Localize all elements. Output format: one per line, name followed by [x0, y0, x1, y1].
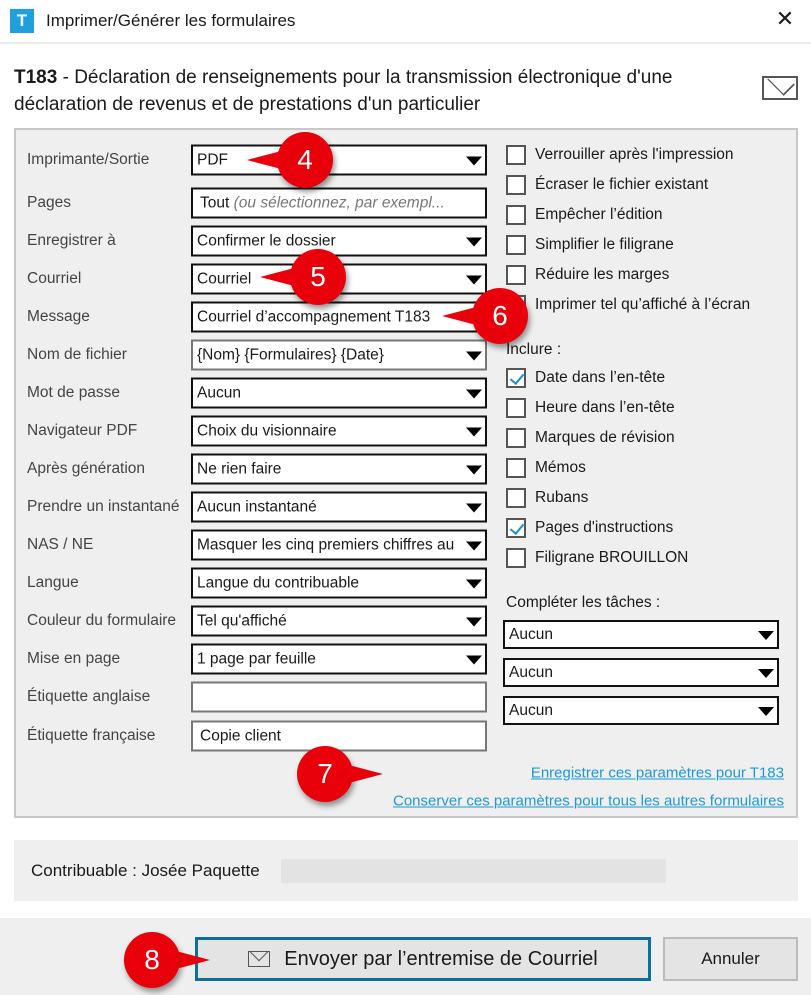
checkbox-label: Mémos	[535, 459, 586, 476]
callout-6: 6	[472, 288, 528, 344]
chevron-down-icon[interactable]	[466, 352, 482, 361]
field-label: Courriel	[27, 270, 82, 287]
task-select[interactable]	[503, 696, 779, 725]
field-input[interactable]	[191, 682, 487, 713]
chevron-down-icon[interactable]	[466, 504, 482, 513]
chevron-down-icon[interactable]	[758, 631, 774, 640]
taxpayer-info-bar	[281, 859, 666, 883]
chevron-down-icon[interactable]	[466, 656, 482, 665]
close-button[interactable]: ✕	[775, 6, 795, 31]
field-placeholder: (ou sélectionnez, par exempl...	[229, 194, 445, 212]
task-value: Aucun	[509, 702, 553, 719]
chevron-down-icon[interactable]	[758, 669, 774, 678]
checkbox-label: Écraser le fichier existant	[535, 176, 709, 193]
checkbox[interactable]	[506, 265, 526, 285]
cancel-button[interactable]: Annuler	[663, 937, 798, 981]
field-label: Après génération	[27, 460, 146, 477]
field-select[interactable]	[191, 530, 487, 561]
field-select[interactable]	[191, 454, 487, 485]
field-value: Copie client	[200, 727, 281, 745]
task-select[interactable]	[503, 620, 779, 649]
title-bar	[0, 0, 811, 44]
field-value: Confirmer le dossier	[197, 232, 336, 250]
field-value: Courriel d’accompagnement T183	[197, 308, 431, 326]
chevron-down-icon[interactable]	[466, 157, 482, 166]
field-label: Mise en page	[27, 650, 121, 667]
app-icon: T	[10, 9, 34, 33]
chevron-down-icon[interactable]	[466, 428, 482, 437]
envelope-icon	[248, 951, 270, 967]
field-label: Enregistrer à	[27, 232, 116, 249]
field-label: Étiquette française	[27, 727, 156, 744]
field-label: Couleur du formulaire	[27, 612, 177, 629]
chevron-down-icon[interactable]	[758, 707, 774, 716]
page-title	[14, 64, 754, 118]
chevron-down-icon[interactable]	[466, 238, 482, 247]
checkbox-label: Simplifier le filigrane	[535, 236, 674, 253]
checkbox-label: Date dans l’en-tête	[535, 369, 666, 386]
checkbox-label: Verrouiller après l'impression	[535, 146, 734, 163]
field-label: Étiquette anglaise	[27, 688, 151, 705]
window-title: Imprimer/Générer les formulaires	[46, 11, 296, 30]
chevron-down-icon[interactable]	[466, 276, 482, 285]
field-value: Aucun instantané	[197, 498, 317, 516]
checkbox[interactable]	[506, 548, 526, 568]
field-select[interactable]	[191, 568, 487, 599]
field-label: Langue	[27, 574, 79, 591]
field-label: Pages	[27, 194, 71, 211]
chevron-down-icon[interactable]	[466, 542, 482, 551]
field-label: Imprimante/Sortie	[27, 151, 150, 168]
checkbox[interactable]	[506, 145, 526, 165]
field-value: Aucun	[197, 384, 241, 402]
field-select[interactable]	[191, 644, 487, 675]
chevron-down-icon[interactable]	[466, 466, 482, 475]
checkbox-label: Pages d'instructions	[535, 519, 674, 536]
checkbox[interactable]	[506, 488, 526, 508]
callout-8: 8	[124, 932, 180, 988]
field-value: 1 page par feuille	[197, 650, 316, 668]
field-value: Tout	[200, 194, 230, 212]
checkbox-label: Réduire les marges	[535, 266, 670, 283]
checkbox[interactable]	[506, 368, 526, 388]
checkbox[interactable]	[506, 175, 526, 195]
field-label: Navigateur PDF	[27, 422, 138, 439]
task-value: Aucun	[509, 626, 553, 643]
field-select[interactable]	[191, 340, 487, 371]
field-value: Ne rien faire	[197, 460, 282, 478]
checkbox-label: Empêcher l’édition	[535, 206, 663, 223]
field-select[interactable]	[191, 606, 487, 637]
field-value: Choix du visionnaire	[197, 422, 337, 440]
tasks-heading: Compléter les tâches :	[506, 594, 661, 611]
checkbox[interactable]	[506, 428, 526, 448]
form-code: T183	[14, 67, 58, 88]
checkbox[interactable]	[506, 398, 526, 418]
field-select[interactable]	[191, 145, 487, 176]
include-heading: Inclure :	[506, 341, 562, 358]
checkbox[interactable]	[506, 235, 526, 255]
send-email-button[interactable]	[195, 937, 651, 981]
send-email-label: Envoyer par l’entremise de Courriel	[284, 947, 598, 970]
field-select[interactable]	[191, 416, 487, 447]
callout-7: 7	[297, 746, 353, 802]
field-select[interactable]	[191, 492, 487, 523]
form-title: - Déclaration de renseignements pour la transmission électronique d'une déclaration de revenus et de prestations d'un particulier	[14, 67, 673, 115]
task-value: Aucun	[509, 664, 553, 681]
field-value: PDF	[197, 151, 228, 169]
field-value: Tel qu'affiché	[197, 612, 287, 630]
field-value: Masquer les cinq premiers chiffres au	[197, 536, 455, 554]
field-label: NAS / NE	[27, 536, 94, 553]
field-select[interactable]	[191, 226, 487, 257]
checkbox-label: Heure dans l’en-tête	[535, 399, 675, 416]
checkbox-label: Filigrane BROUILLON	[535, 549, 689, 566]
field-label: Nom de fichier	[27, 346, 127, 363]
taxpayer-label: Contribuable : Josée Paquette	[31, 861, 260, 880]
checkbox[interactable]	[506, 458, 526, 478]
checkbox-label: Marques de révision	[535, 429, 675, 446]
field-select[interactable]	[191, 378, 487, 409]
field-value: Courriel	[197, 270, 252, 288]
envelope-icon[interactable]	[762, 76, 798, 100]
field-label: Prendre un instantané	[27, 498, 180, 515]
chevron-down-icon[interactable]	[466, 618, 482, 627]
chevron-down-icon[interactable]	[466, 580, 482, 589]
chevron-down-icon[interactable]	[466, 390, 482, 399]
checkbox[interactable]	[506, 205, 526, 225]
field-input[interactable]	[191, 721, 487, 752]
field-label: Mot de passe	[27, 384, 121, 401]
callout-4: 4	[277, 132, 333, 188]
checkbox[interactable]	[506, 518, 526, 538]
field-input[interactable]	[191, 188, 487, 219]
task-select[interactable]	[503, 658, 779, 687]
field-value: Langue du contribuable	[197, 574, 360, 592]
checkbox-label: Rubans	[535, 489, 589, 506]
callout-5: 5	[290, 249, 346, 305]
field-label: Message	[27, 308, 90, 325]
field-value: {Nom} {Formulaires} {Date}	[197, 346, 384, 364]
keep-settings-link[interactable]: Conserver ces paramètres pour tous les autres formulaires	[393, 792, 784, 810]
save-settings-link[interactable]: Enregistrer ces paramètres pour T183	[530, 764, 784, 782]
checkbox-label: Imprimer tel qu’affiché à l’écran	[535, 296, 751, 313]
